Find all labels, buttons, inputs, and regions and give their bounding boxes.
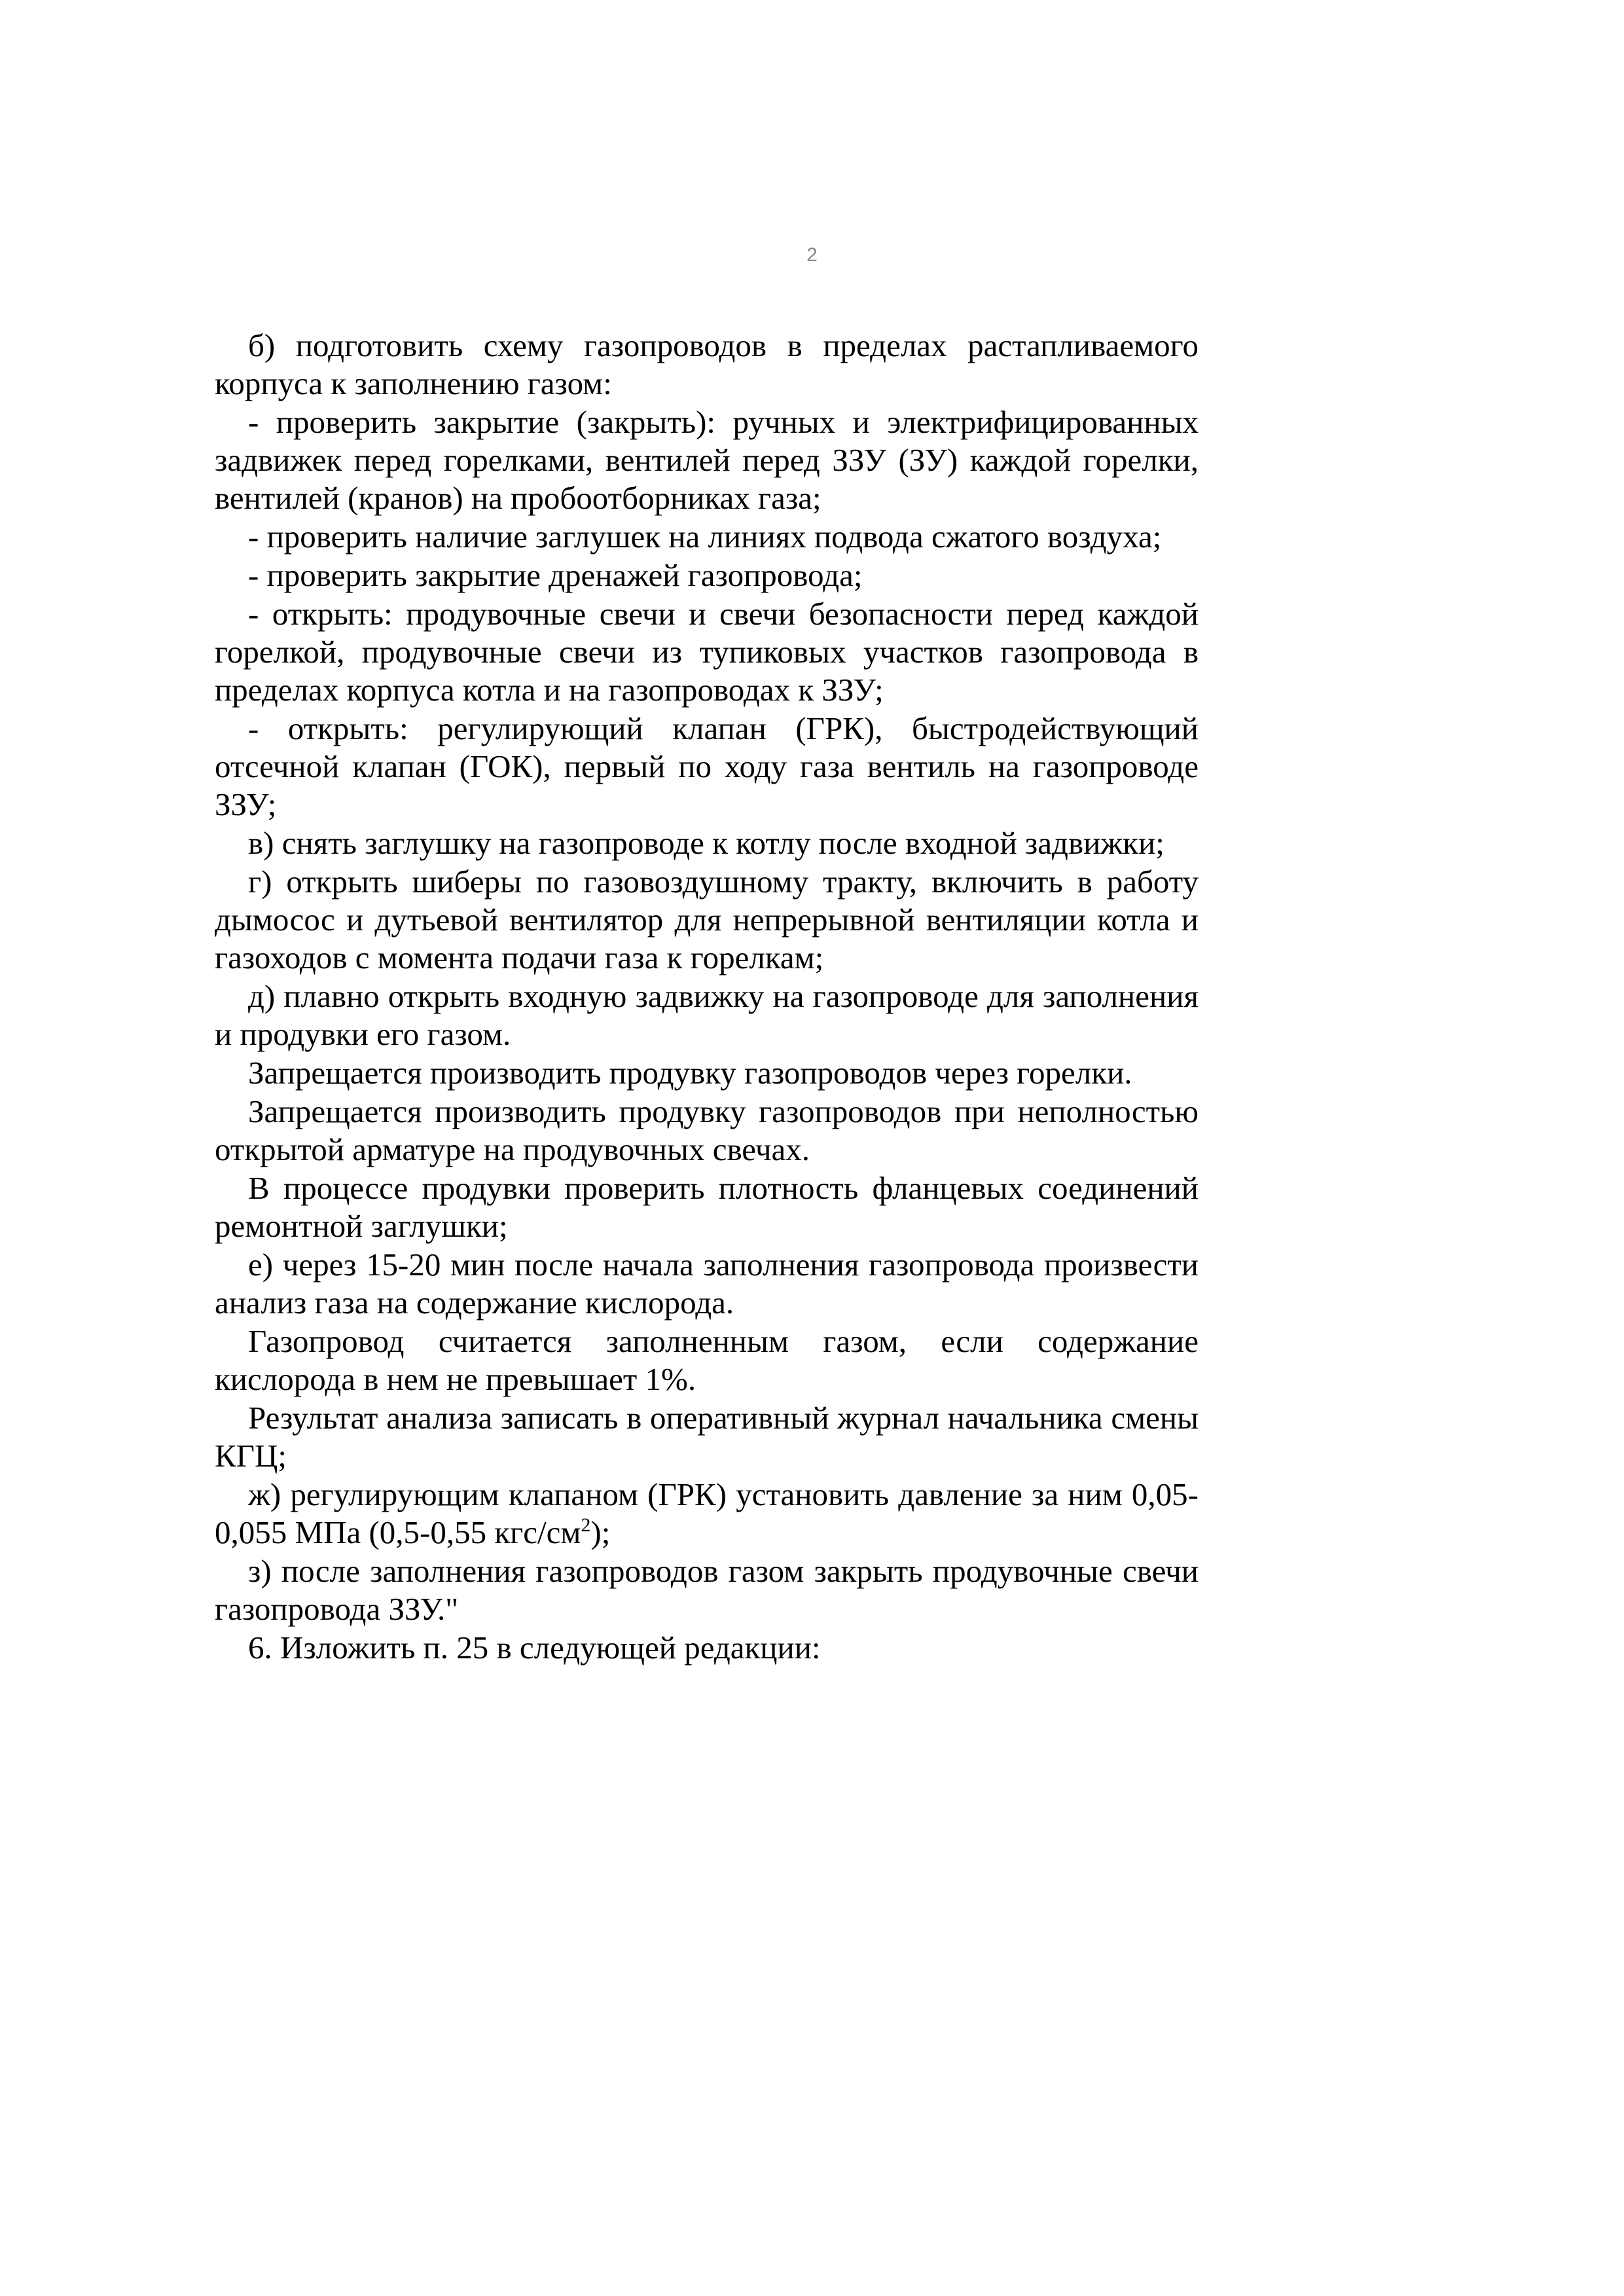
paragraph: д) плавно открыть входную задвижку на газопроводе для заполнения и продувки его газом.	[215, 978, 1199, 1052]
paragraph: - проверить закрытие дренажей газопровода;	[248, 557, 863, 593]
pressure-paragraph	[215, 1475, 1199, 1552]
paragraph: б) подготовить схему газопроводов в пределах растапливаемого корпуса к заполнению газом:	[215, 327, 1199, 401]
paragraph: Газопровод считается заполненным газом, если содержание кислорода в нем не превышает 1%.	[215, 1323, 1199, 1397]
paragraph: В процессе продувки проверить плотность фланцевых соединений ремонтной заглушки;	[215, 1170, 1199, 1244]
paragraph: 6. Изложить п. 25 в следующей редакции:	[248, 1630, 821, 1666]
paragraph: в) снять заглушку на газопроводе к котлу после входной задвижки;	[248, 825, 1164, 861]
pressure-text-end: );	[590, 1514, 611, 1550]
paragraph: г) открыть шиберы по газовоздушному тракту, включить в работу дымосос и дутьевой вентилятор для непрерывной вентиляции котла и газоходов с момента подачи газа к горелкам;	[215, 864, 1199, 975]
paragraph: - проверить наличие заглушек на линиях подвода сжатого воздуха;	[248, 519, 1162, 555]
paragraph: - открыть: продувочные свечи и свечи безопасности перед каждой горелкой, продувочные свечи из тупиковых участков газопровода в пределах корпуса котла и на газопроводах к ЗЗУ;	[215, 596, 1199, 708]
pressure-text: ж) регулирующим клапаном (ГРК) установить давление за ним 0,05-0,055 МПа (0,5-0,55 кгс/см	[215, 1476, 1199, 1550]
superscript: 2	[581, 1514, 591, 1536]
paragraph: - открыть: регулирующий клапан (ГРК), быстродействующий отсечной клапан (ГОК), первый по ходу газа вентиль на газопроводе ЗЗУ;	[215, 710, 1199, 822]
paragraph: е) через 15-20 мин после начала заполнения газопровода произвести анализ газа на содержание кислорода.	[215, 1247, 1199, 1321]
paragraph: з) после заполнения газопроводов газом закрыть продувочные свечи газопровода ЗЗУ."	[215, 1553, 1199, 1627]
document-body	[215, 326, 1199, 1667]
paragraph: - проверить закрытие (закрыть): ручных и электрифицированных задвижек перед горелками, вентилей перед ЗЗУ (ЗУ) каждой горелки, вентилей (кранов) на пробоотборниках газа;	[215, 404, 1199, 516]
page-number: 2	[806, 244, 818, 266]
paragraph: Запрещается производить продувку газопроводов при неполностью открытой арматуре на продувочных свечах.	[215, 1093, 1199, 1167]
paragraph: Результат анализа записать в оперативный журнал начальника смены КГЦ;	[215, 1400, 1199, 1474]
paragraph: Запрещается производить продувку газопроводов через горелки.	[248, 1055, 1132, 1091]
